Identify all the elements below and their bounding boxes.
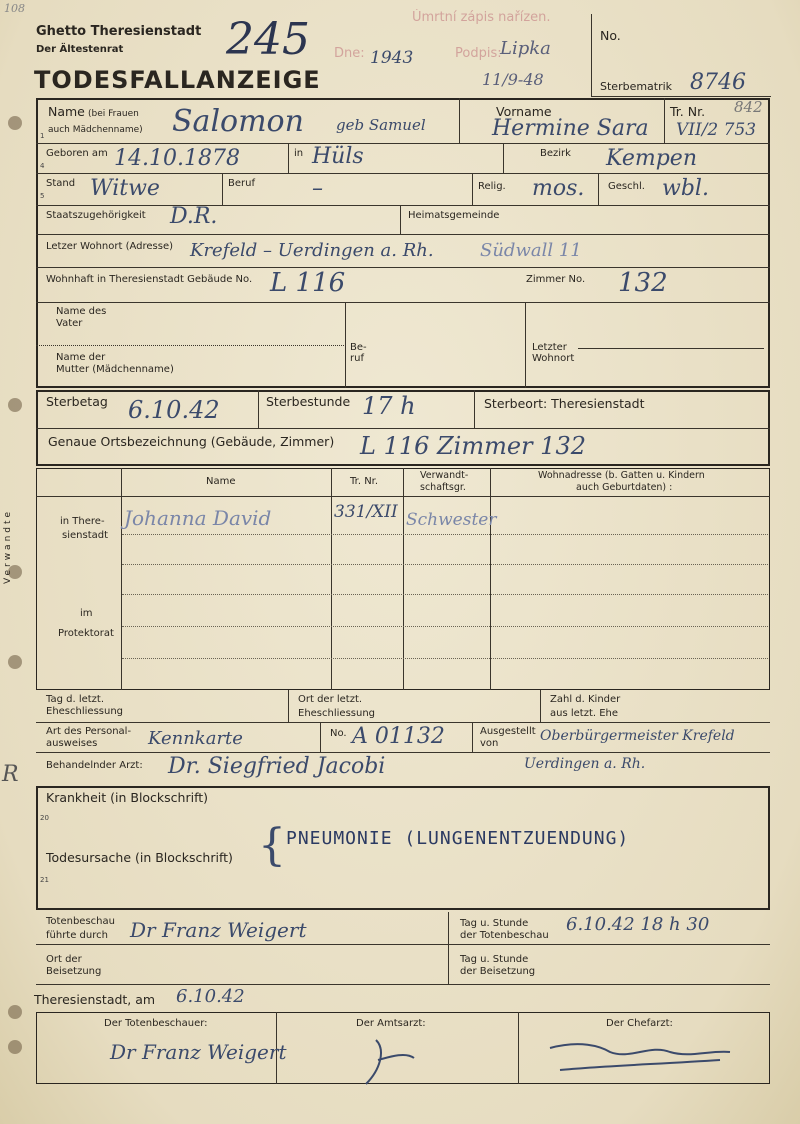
header-divider — [591, 14, 592, 96]
beruf2-label-1: Be- — [350, 342, 367, 353]
stand-value: Witwe — [90, 176, 160, 201]
bracket-icon: { — [258, 820, 286, 871]
burial-place-label-2: Beisetzung — [46, 966, 102, 977]
marriage-date-label-1: Tag d. letzt. — [46, 694, 105, 705]
relatives-side-label: Verwandte — [3, 508, 13, 584]
death-cause-label: Todesursache (in Blockschrift) — [46, 850, 233, 865]
id-type-label-2: ausweises — [46, 738, 98, 749]
amtsarzt-signature — [356, 1030, 436, 1090]
handwritten-stamp-date: 11/9-48 — [482, 70, 544, 89]
issued-by-label-1: Ausgestellt — [480, 726, 536, 737]
sterbematrik-value: 8746 — [690, 70, 746, 95]
trnr-value: VII/2 753 — [676, 120, 757, 140]
stand-label: Stand — [46, 178, 76, 189]
staats-value: D.R. — [170, 204, 218, 229]
name-label-sub1: (bei Frauen — [88, 109, 139, 119]
place-date-label: Theresienstadt, am — [34, 992, 156, 1007]
bezirk-value: Kempen — [606, 146, 697, 171]
staats-label: Staatszugehörigkeit — [46, 210, 146, 221]
margin-side-mark: R — [2, 762, 19, 787]
sterbestunde-label: Sterbestunde — [266, 394, 351, 409]
col-line — [474, 390, 475, 428]
issued-by-label-2: von — [480, 738, 499, 749]
wohnort-street: Südwall 11 — [480, 240, 582, 261]
punch-hole — [8, 1005, 22, 1019]
org-name: Ghetto Theresienstadt — [36, 24, 202, 39]
relig-label: Relig. — [478, 181, 506, 192]
sig1-value: Dr Franz Weigert — [110, 1040, 287, 1064]
relig-value: mos. — [532, 176, 585, 201]
col-line — [403, 468, 404, 690]
col-line — [345, 302, 346, 388]
beruf2-label-2: ruf — [350, 353, 364, 364]
punch-hole — [8, 116, 22, 130]
zimmer-label: Zimmer No. — [526, 274, 586, 285]
heimat-label: Heimatsgemeinde — [408, 210, 500, 221]
sterbeort-label: Sterbeort: Theresienstadt — [484, 396, 645, 411]
id-number-value: A 01132 — [352, 724, 445, 749]
stamp-line-3: Podpis: — [455, 46, 502, 61]
row-line — [36, 205, 770, 206]
relative-relation: Schwester — [406, 510, 497, 530]
inspection-time-label-1: Tag u. Stunde — [460, 918, 529, 929]
margin-corner-note: 108 — [4, 2, 25, 15]
row-line — [36, 234, 770, 235]
geschl-label: Geschl. — [608, 181, 645, 192]
ortsbez-label: Genaue Ortsbezeichnung (Gebäude, Zimmer) — [48, 434, 335, 449]
issued-by-value-2: Uerdingen a. Rh. — [524, 756, 646, 772]
row-protektorat-label-1: im — [80, 608, 93, 619]
form-title: TODESFALLANZEIGE — [34, 66, 321, 94]
marriage-place-label-1: Ort der letzt. — [298, 694, 363, 705]
children-count-label-1: Zahl d. Kinder — [550, 694, 621, 705]
punch-hole — [8, 1040, 22, 1054]
sterbematrik-label: Sterbematrik — [600, 80, 673, 93]
in-label: in — [294, 148, 304, 159]
row-line — [36, 428, 770, 429]
parent-divider — [36, 345, 346, 346]
row-line — [36, 984, 770, 985]
children-count-label-2: aus letzt. Ehe — [550, 708, 619, 719]
name-label-sub2: auch Mädchenname) — [48, 125, 143, 135]
letzter-label-2: Wohnort — [532, 353, 575, 364]
zimmer-value: 132 — [618, 268, 668, 298]
physician-label: Behandelnder Arzt: — [46, 760, 143, 771]
burial-time-label-2: der Beisetzung — [460, 966, 536, 977]
sterbestunde-value: 17 h — [362, 392, 416, 420]
handwritten-year: 1943 — [370, 48, 414, 68]
geschl-value: wbl. — [662, 176, 709, 201]
wohnhaft-label: Wohnhaft in Theresienstadt Gebäude No. — [46, 274, 253, 285]
illness-label: Krankheit (in Blockschrift) — [46, 790, 209, 805]
sig2-label: Der Amtsarzt: — [356, 1018, 426, 1029]
sterbetag-value: 6.10.42 — [128, 396, 220, 424]
id-type-value: Kennkarte — [148, 728, 243, 749]
col-wohn-header-2: auch Geburtdaten) : — [576, 482, 673, 493]
marriage-date-label-2: Eheschliessung — [46, 706, 124, 717]
col-line — [288, 690, 289, 722]
punch-hole — [8, 655, 22, 669]
mutter-label-1: Name der — [56, 352, 106, 363]
col-line — [258, 390, 259, 428]
col-line — [400, 205, 401, 234]
row-line — [36, 173, 770, 174]
wohnort-value: Krefeld – Uerdingen a. Rh. — [190, 240, 434, 261]
col-verwandt-header-2: schaftsgr. — [420, 482, 466, 493]
col-verwandt-header-1: Verwandt- — [420, 470, 469, 481]
marriage-place-label-2: Eheschliessung — [298, 708, 376, 719]
name-label: Name — [48, 104, 85, 119]
col-line — [331, 468, 332, 690]
col-line — [664, 98, 665, 143]
beruf-label: Beruf — [228, 178, 255, 189]
col-line — [320, 722, 321, 752]
col-line — [598, 173, 599, 205]
col-trnr-header: Tr. Nr. — [350, 476, 379, 487]
inspection-time-value: 6.10.42 18 h 30 — [566, 914, 710, 935]
wohnhaft-value: L 116 — [270, 268, 346, 298]
row-theresienstadt-label-1: in There- — [60, 516, 105, 527]
col-line — [459, 98, 460, 143]
col-line — [448, 912, 449, 984]
punch-hole — [8, 398, 22, 412]
stamp-line-2: Dne: — [334, 46, 365, 61]
org-subtitle: Der Ältestenrat — [36, 44, 124, 55]
row-protektorat-label-2: Protektorat — [58, 628, 114, 639]
col-wohn-header-1: Wohnadresse (b. Gatten u. Kindern — [538, 470, 705, 481]
handwritten-number: 245 — [226, 14, 310, 65]
vorname-label: Vorname — [496, 104, 552, 119]
inspection-by-label-2: führte durch — [46, 930, 108, 941]
death-certificate-page: 108 R Ghetto Theresienstadt Der Ältestenrat TODESFALLANZEIGE 245 1943 Úmrtní zápis nařízen. Dne: Podpis: Lipka 11/9-48 No. Sterbematrik 8746 Name (bei Frauen auch Mädchenname) 1 Salomon geb Samuel Vorname Hermine Sara Tr. Nr. 842 VII/2 753 Geboren am 4 14.10.1878 in Hüls Bezirk Kempen Stand 5 Witwe Beruf – Relig. mos. Geschl. wbl. Staatszugehörigkeit D.R. Heimatsgemeinde Letzer Wohnort (Adresse) Krefeld – Uerdingen a. Rh. Südwall 11 Wohnhaft in Theresienstadt Gebäude No. L 116 Zimmer No. 132 Name des Vater Name der Mutter (Mädchenname) Be- ruf Letzter Wohnort Sterbetag 6.10.42 Sterbestunde 17 h Sterbeort: Theresienstadt Genaue Ortsbezeichnung (Gebäude, Zimmer) L 116 Zimmer 132 Name Tr. Nr. Verwandt- schaftsgr. Wohnadresse (b. Gatten u. Kindern auch Geburtdaten) : Verwandte in There- sienstadt im Protektorat Johanna David 331/XII Schwester Tag d. letzt. Eheschliessung Ort der letzt. Eheschliessung Zahl d. Kinder aus letzt. Ehe Art des Personal- ausweises Kennkarte No. A 01132 Ausgestellt von Oberbürgermeister Krefeld Behandelnder Arzt: Dr. Siegfried Jacobi Uerdingen a. Rh. Krankheit (in Blockschrift) 20 Todesursache (in Blockschrift) 21 { PNEUMONIE (LUNGENENTZUENDUNG) Totenbeschau führte durch Dr Franz Weigert Tag u. Stunde der Totenbeschau 6.10.42 18 h 30 Ort der Beisetzung Tag u. Stunde der Beisetzung Theresienstadt, am 6.10.42 Der Totenbeschauer: Der Amtsarzt: Der Chefarzt: Dr Franz Weigert — [0, 0, 800, 1124]
trnr-extra: 842 — [734, 98, 763, 116]
col-name-header: Name — [206, 476, 236, 487]
col-line — [490, 468, 491, 690]
wohnort-label: Letzer Wohnort (Adresse) — [46, 241, 174, 252]
sig3-label: Der Chefarzt: — [606, 1018, 673, 1029]
handwritten-stamp-signature: Lipka — [500, 38, 551, 59]
id-number-label: No. — [330, 728, 347, 739]
geboren-value: 14.10.1878 — [114, 146, 240, 171]
name-geb: geb Samuel — [336, 116, 426, 134]
in-value: Hüls — [312, 144, 364, 169]
row-line — [36, 302, 770, 303]
col-line — [288, 143, 289, 173]
header-divider — [591, 96, 771, 97]
col-line — [540, 690, 541, 722]
illness-value: PNEUMONIE (LUNGENENTZUENDUNG) — [286, 828, 630, 849]
sterbetag-label: Sterbetag — [46, 394, 108, 409]
col-line — [222, 173, 223, 205]
col-line — [503, 143, 504, 173]
relative-trnr: 331/XII — [334, 502, 398, 522]
name-value: Salomon — [172, 104, 304, 139]
ortsbez-value: L 116 Zimmer 132 — [360, 432, 586, 460]
col-line — [518, 1012, 519, 1084]
letzter-label-1: Letzter — [532, 342, 567, 353]
row-theresienstadt-label-2: sienstadt — [62, 530, 109, 541]
burial-place-label-1: Ort der — [46, 954, 82, 965]
trnr-label: Tr. Nr. — [670, 104, 706, 119]
geboren-label: Geboren am — [46, 148, 108, 159]
inspection-by-value: Dr Franz Weigert — [130, 918, 307, 942]
inspection-by-label-1: Totenbeschau — [46, 916, 115, 927]
vorname-value: Hermine Sara — [492, 116, 649, 141]
col-line — [525, 302, 526, 388]
chefarzt-signature — [540, 1030, 740, 1080]
col-line — [121, 468, 122, 690]
col-line — [472, 722, 473, 752]
burial-time-label-1: Tag u. Stunde — [460, 954, 529, 965]
stamp-line-1: Úmrtní zápis nařízen. — [412, 10, 551, 25]
inspection-time-label-2: der Totenbeschau — [460, 930, 549, 941]
physician-value: Dr. Siegfried Jacobi — [168, 754, 386, 779]
issued-by-value: Oberbürgermeister Krefeld — [540, 728, 735, 744]
sig1-label: Der Totenbeschauer: — [104, 1018, 208, 1029]
place-date-value: 6.10.42 — [176, 986, 245, 1007]
relative-name: Johanna David — [124, 506, 272, 530]
beruf-value: – — [312, 176, 323, 201]
col-line — [472, 173, 473, 205]
row-line — [36, 752, 770, 753]
row-line — [36, 722, 770, 723]
row-line — [36, 944, 770, 945]
no-label: No. — [600, 28, 621, 43]
id-type-label-1: Art des Personal- — [46, 726, 132, 737]
vater-label-2: Vater — [56, 318, 83, 329]
row-line — [36, 143, 770, 144]
dotted-line — [578, 348, 764, 349]
vater-label-1: Name des — [56, 306, 107, 317]
bezirk-label: Bezirk — [540, 148, 571, 159]
mutter-label-2: Mutter (Mädchenname) — [56, 364, 174, 375]
